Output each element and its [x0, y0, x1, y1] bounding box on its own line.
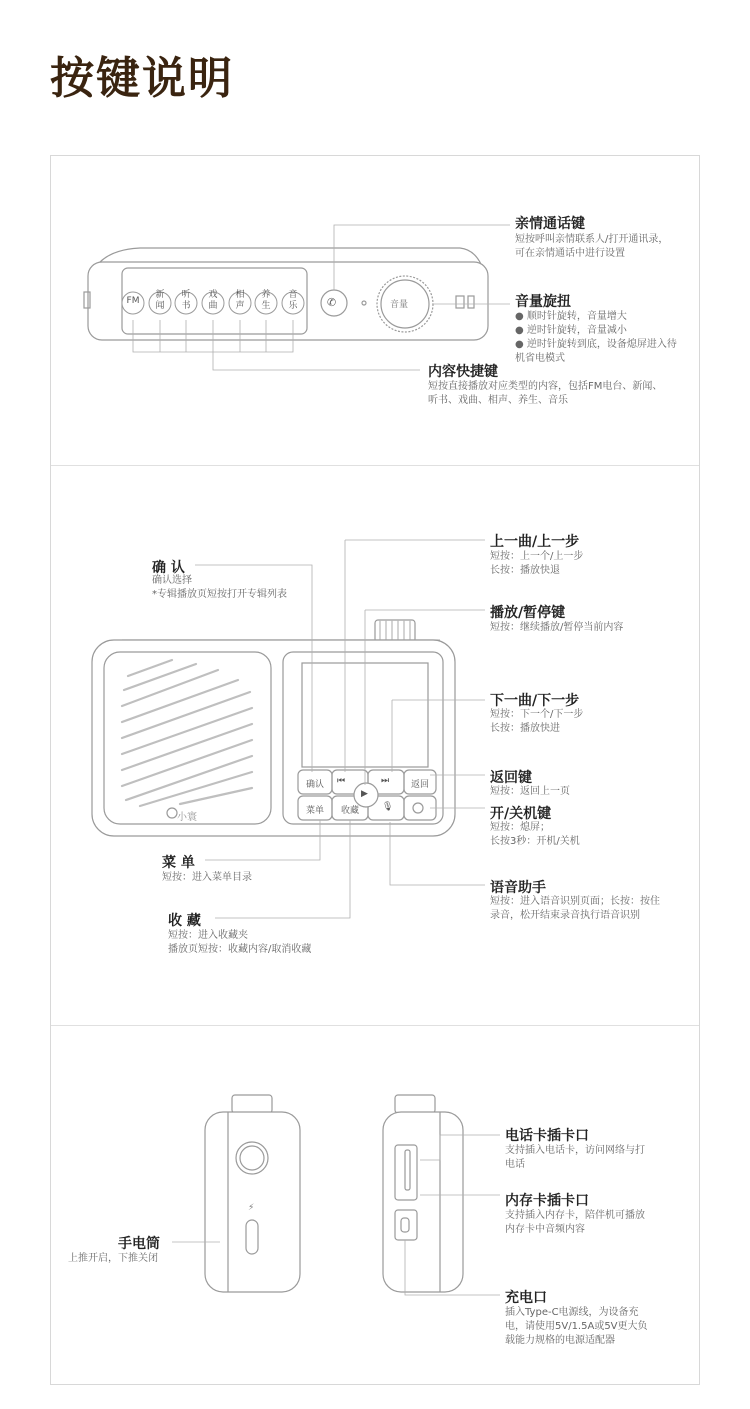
- play-pause-icon: ▶: [361, 789, 368, 799]
- qinqing-desc: 短按呼叫亲情联系人/打开通讯录， 可在亲情通话中进行设置: [515, 234, 669, 259]
- key-health: 养 生: [261, 290, 271, 311]
- flashlight-icon: ⚡: [248, 1203, 255, 1213]
- phone-icon: ✆: [327, 296, 337, 309]
- content-keys-desc: 短按直接播放对应类型的内容，包括FM电台、新闻、 听书、戏曲、相声、养生、音乐: [428, 381, 663, 406]
- prev-title: 上一曲/上一步: [490, 534, 580, 550]
- power-desc: 短按：熄屏； 长按3秒：开机/关机: [490, 822, 580, 847]
- volume-desc: ● 顺时针旋转，音量增大 ● 逆时针旋转，音量减小 ● 逆时针旋转到底，设备熄屏进入待 机省电模式: [515, 311, 677, 364]
- volume-title: 音量旋扭: [515, 294, 571, 310]
- fav-desc: 短按：进入收藏夹 播放页短按：收藏内容/取消收藏: [168, 930, 312, 955]
- key-news: 新 闻: [155, 290, 165, 311]
- qinqing-title: 亲情通话键: [515, 216, 585, 232]
- voice-title: 语音助手: [490, 880, 546, 896]
- key-fm: FM: [126, 296, 140, 306]
- menu-desc: 短按：进入菜单目录: [162, 872, 252, 883]
- page-title: 按键说明: [50, 53, 234, 104]
- back-title: 返回键: [490, 770, 532, 786]
- key-audiobook: 听 书: [181, 290, 191, 311]
- volume-knob-label: 音量: [390, 300, 409, 310]
- key-crosstalk: 相 声: [235, 290, 245, 311]
- menu-title: 菜 单: [162, 855, 195, 871]
- next-title: 下一曲/下一步: [490, 693, 580, 709]
- favorite-button-label: 收藏: [340, 806, 359, 816]
- play-desc: 短按：继续播放/暂停当前内容: [490, 622, 624, 633]
- brand-logo: 小寰: [177, 812, 197, 823]
- power-title: 开/关机键: [490, 806, 552, 822]
- fav-title: 收 藏: [168, 913, 201, 929]
- confirm-button-label: 确认: [305, 780, 324, 790]
- play-title: 播放/暂停键: [490, 605, 566, 621]
- flashlight-desc: 上推开启，下推关闭: [68, 1253, 158, 1264]
- menu-button-label: 菜单: [305, 806, 324, 816]
- mic-icon: 🎙: [382, 802, 394, 812]
- next-desc: 短按：下一个/下一步 长按：播放快进: [490, 709, 584, 734]
- charge-title: 充电口: [505, 1290, 547, 1306]
- return-button-label: 返回: [410, 780, 429, 790]
- sim-title: 电话卡插卡口: [505, 1128, 589, 1144]
- voice-desc: 短按：进入语音识别页面；长按：按住 录音，松开结束录音执行语音识别: [490, 896, 660, 921]
- prev-icon: ⏮: [337, 776, 346, 786]
- next-icon: ⏭: [381, 776, 390, 786]
- confirm-desc: 确认选择 *专辑播放页短按打开专辑列表: [152, 575, 287, 600]
- key-music: 音 乐: [288, 290, 298, 311]
- prev-desc: 短按：上一个/上一步 长按：播放快退: [490, 551, 584, 576]
- tf-title: 内存卡插卡口: [505, 1193, 589, 1209]
- charge-desc: 插入Type-C电源线，为设备充 电，请使用5V/1.5A或5V更大负 载能力规格的电源适配器: [505, 1307, 648, 1346]
- tf-desc: 支持插入内存卡，陪伴机可播放 内存卡中音频内容: [505, 1210, 645, 1235]
- sim-desc: 支持插入电话卡，访问网络与打 电话: [505, 1145, 645, 1170]
- content-keys-title: 内容快捷键: [428, 364, 498, 380]
- flashlight-title: 手电筒: [118, 1236, 160, 1252]
- back-desc: 短按：返回上一页: [490, 786, 570, 797]
- confirm-title: 确 认: [152, 560, 185, 576]
- key-opera: 戏 曲: [208, 290, 218, 311]
